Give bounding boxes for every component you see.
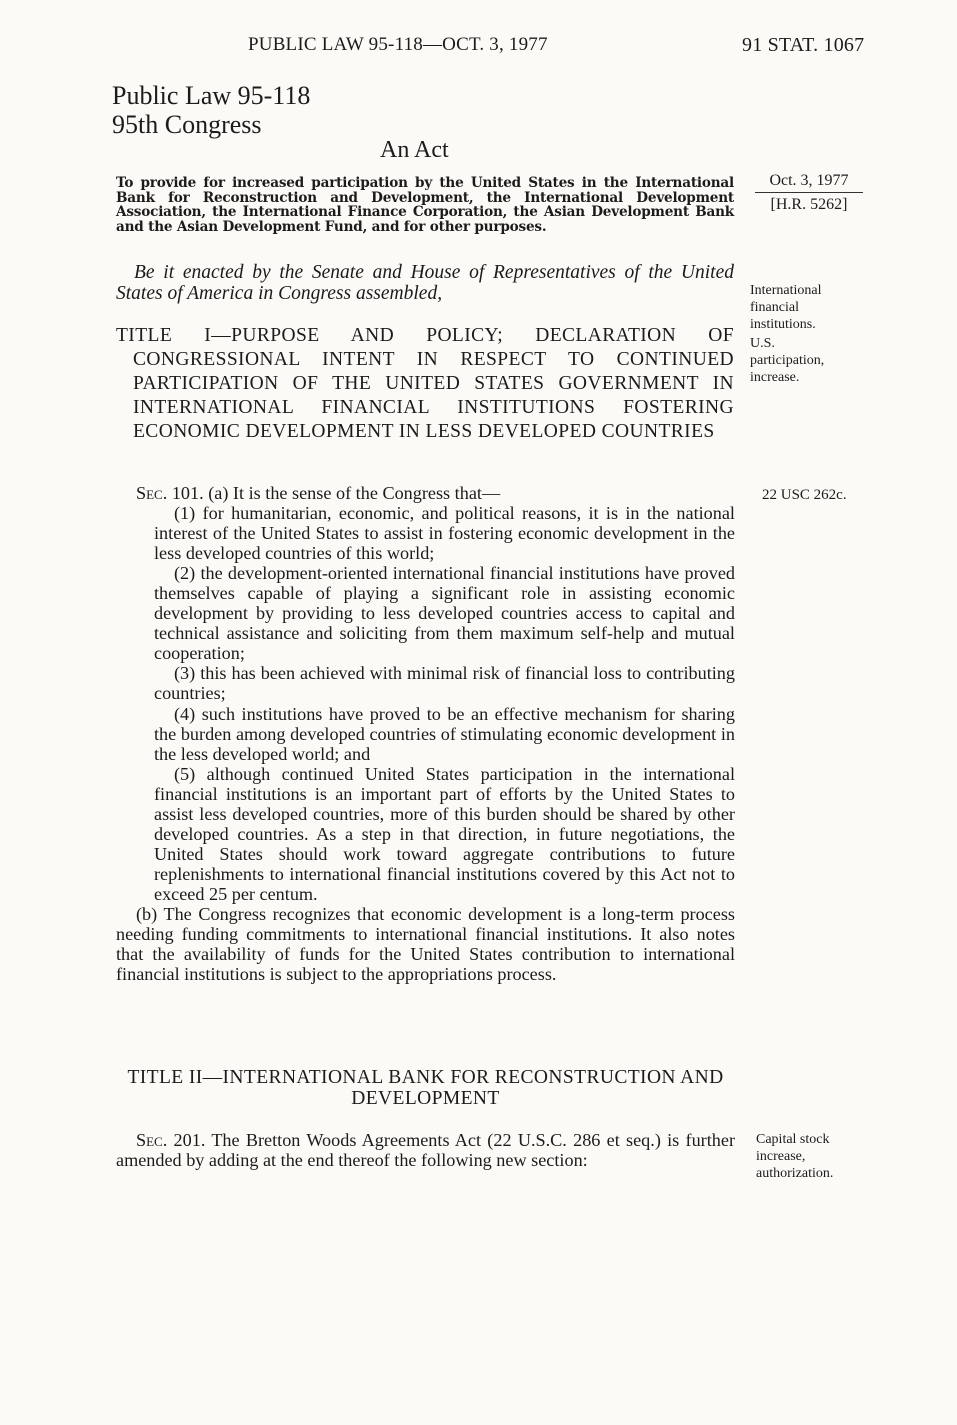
paragraph-3: (3) this has been achieved with minimal risk of financial loss to contributing countries; bbox=[154, 663, 735, 704]
section-201-text: The Bretton Woods Agreements Act (22 U.S.C. 286 et seq.) is further amended by adding at the end thereof the following new section: bbox=[116, 1130, 736, 1170]
title-1-heading: TITLE I—PURPOSE AND POLICY; DECLARATION OF CONGRESSIONAL INTENT IN RESPECT TO CONTINUED PARTICIPATION OF THE UNITED STATES GOVERNMENT IN INTERNATIONAL FINANCIAL INSTITUTIONS FOSTERING ECONOMIC DEVELOPMENT IN LESS DEVELOPED COUNTRIES bbox=[116, 325, 734, 442]
paragraph-2: (2) the development-oriented international financial institutions have proved themselves capable of playing a significant role in assisting economic development by providing to less developed countries access to capital and technical assistance and soliciting from them maximum self-help and mutual cooperation; bbox=[154, 563, 735, 664]
section-101-b: (b) The Congress recognizes that economic development is a long-term process needing funding commitments to international financial institutions. It also notes that the availability of funds for the United States contribution to international financial institutions is subject to the appropriations process. bbox=[116, 903, 735, 985]
section-101-intro-text: (a) It is the sense of the Congress that— bbox=[208, 483, 501, 503]
section-101 bbox=[116, 483, 735, 984]
margin-date: Oct. 3, 1977 bbox=[769, 172, 849, 189]
margin-usc-citation: 22 USC 262c. bbox=[762, 487, 847, 503]
margin-note-participation: U.S. participation, increase. bbox=[750, 336, 825, 385]
paragraph-4: (4) such institutions have proved to be an effective mechanism for sharing the burden among developed countries of stimulating economic development in the less developed world; and bbox=[154, 703, 735, 764]
public-law-number: Public Law 95-118 bbox=[112, 81, 311, 110]
paragraph-1: (1) for humanitarian, economic, and political reasons, it is in the national interest of the United States to assist in fostering economic development in the less developed countries of this world; bbox=[154, 503, 735, 564]
section-101-intro bbox=[116, 483, 735, 503]
margin-note-institutions: International financial institutions. bbox=[750, 283, 822, 332]
margin-date-block bbox=[755, 172, 863, 214]
congress-number: 95th Congress bbox=[112, 110, 262, 139]
margin-note-capital-stock: Capital stock increase, authorization. bbox=[756, 1132, 834, 1181]
section-101-label: Sec. 101. bbox=[136, 483, 204, 503]
margin-bill-number: [H.R. 5262] bbox=[770, 196, 848, 213]
running-header-title: PUBLIC LAW 95-118—OCT. 3, 1977 bbox=[248, 34, 548, 55]
title-2-heading: TITLE II—INTERNATIONAL BANK FOR RECONSTRUCTION AND DEVELOPMENT bbox=[127, 1067, 724, 1109]
statute-reference: 91 STAT. 1067 bbox=[742, 34, 865, 56]
margin-divider bbox=[755, 192, 863, 193]
section-201-label: Sec. 201. bbox=[136, 1130, 206, 1150]
act-heading: An Act bbox=[380, 137, 449, 163]
section-201 bbox=[116, 1130, 735, 1170]
act-purpose: To provide for increased participation by the United States in the International Bank for Reconstruction and Development, the International Development Association, the International Finance Corporation, the Asian Development Bank and the Asian Development Fund, and for other purposes. bbox=[116, 175, 734, 235]
paragraph-5: (5) although continued United States participation in the international financial institutions is an important part of efforts by the United States to assist less developed countries, more of this burden should be shared by other developed countries. As a step in that direction, in future negotiations, the United States should work toward aggregate contributions to future replenishments to international financial institutions covered by this Act not to exceed 25 per centum. bbox=[154, 763, 735, 904]
enacting-clause: Be it enacted by the Senate and House of Representatives of the United States of America in Congress assembled, bbox=[116, 262, 734, 304]
